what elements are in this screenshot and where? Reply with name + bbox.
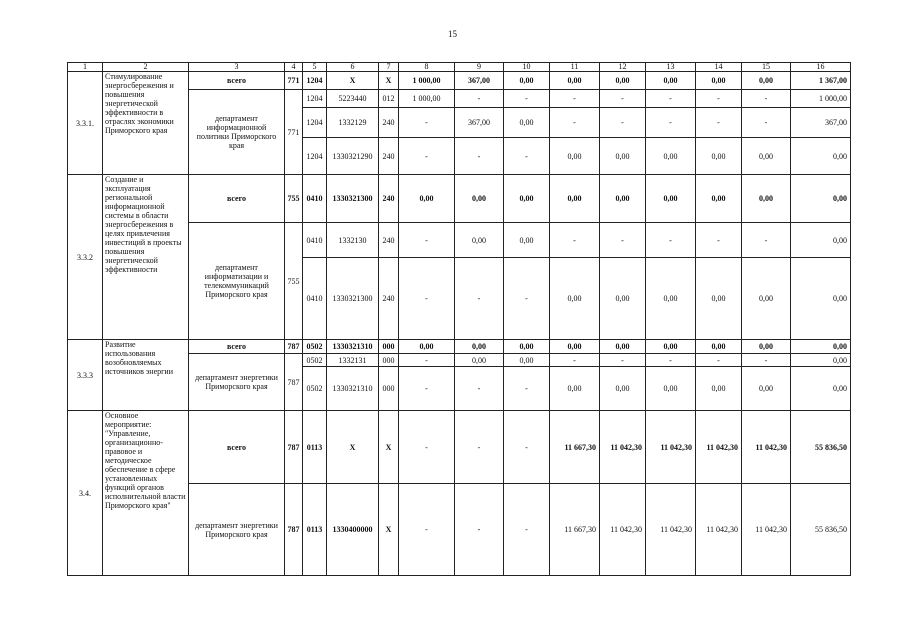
table-cell: 0410 [303, 223, 327, 258]
header-cell: 16 [791, 63, 851, 72]
table-cell: - [600, 108, 646, 138]
table-cell: - [399, 484, 455, 576]
table-cell: 367,00 [455, 108, 504, 138]
header-cell: 11 [550, 63, 600, 72]
table-cell: 1330321300 [327, 175, 379, 223]
table-cell: 0410 [303, 258, 327, 340]
total-label: всего [189, 340, 285, 354]
total-label: всего [189, 72, 285, 90]
table-cell: 0,00 [742, 340, 791, 354]
header-cell: 13 [646, 63, 696, 72]
table-cell: 0,00 [742, 258, 791, 340]
header-cell: 1 [68, 63, 103, 72]
table-cell: - [504, 411, 550, 484]
table-cell: 1 000,00 [399, 72, 455, 90]
table-cell: 0,00 [504, 108, 550, 138]
table-cell: 012 [379, 90, 399, 108]
table-cell: - [600, 223, 646, 258]
table-cell: 787 [285, 340, 303, 354]
table-cell: 0,00 [550, 175, 600, 223]
table-cell: 1204 [303, 90, 327, 108]
table-cell: 11 042,30 [646, 484, 696, 576]
table-cell: - [696, 354, 742, 367]
table-cell: - [550, 223, 600, 258]
table-cell: 1332129 [327, 108, 379, 138]
table-cell: 0,00 [600, 72, 646, 90]
table-cell: 1 367,00 [791, 72, 851, 90]
table-cell: - [399, 258, 455, 340]
header-cell: 15 [742, 63, 791, 72]
table-cell: 787 [285, 411, 303, 484]
table-cell: 755 [285, 175, 303, 223]
table-cell: 0,00 [696, 367, 742, 411]
table-row [68, 340, 851, 354]
table-cell: 000 [379, 340, 399, 354]
table-cell: - [399, 108, 455, 138]
table-cell: 11 042,30 [742, 484, 791, 576]
table-cell: 1330321300 [327, 258, 379, 340]
table-cell: 0502 [303, 367, 327, 411]
table-cell: - [550, 108, 600, 138]
table-cell: - [399, 354, 455, 367]
table-cell: 55 836,50 [791, 411, 851, 484]
measure-name: Основное мероприятие: "Управление, организационно-правовое и методическое обеспечение в сфере установленных функций органов исполнительной власти Приморского края" [103, 411, 189, 576]
table-cell: 1 000,00 [399, 90, 455, 108]
table-cell: - [399, 367, 455, 411]
table-cell: 0,00 [646, 138, 696, 175]
table-cell: - [455, 367, 504, 411]
table-cell: - [550, 90, 600, 108]
table-cell: - [696, 223, 742, 258]
table-cell: 0,00 [455, 340, 504, 354]
table-cell: 1330400000 [327, 484, 379, 576]
table-cell: Х [379, 72, 399, 90]
table-cell: 240 [379, 258, 399, 340]
table-cell: - [646, 223, 696, 258]
table-cell: 0,00 [696, 258, 742, 340]
table-cell: 240 [379, 138, 399, 175]
table-cell: 0,00 [600, 340, 646, 354]
total-label: всего [189, 411, 285, 484]
table-cell: 0,00 [550, 258, 600, 340]
measure-code: 3.4. [68, 411, 103, 576]
table-cell: 0,00 [791, 354, 851, 367]
table-cell: 0,00 [646, 258, 696, 340]
table-cell: 0113 [303, 484, 327, 576]
table-cell: 0502 [303, 354, 327, 367]
table-cell: 1330321310 [327, 340, 379, 354]
department-code: 787 [285, 354, 303, 411]
table-cell: 240 [379, 175, 399, 223]
table-cell: - [600, 354, 646, 367]
table-cell: 5223440 [327, 90, 379, 108]
table-cell: 0,00 [504, 223, 550, 258]
table-cell: 0,00 [791, 258, 851, 340]
table-cell: 771 [285, 72, 303, 90]
table-cell: 1330321290 [327, 138, 379, 175]
table-cell: 0,00 [791, 223, 851, 258]
table-cell: 1204 [303, 108, 327, 138]
table-cell: - [399, 411, 455, 484]
table-cell: 11 042,30 [696, 411, 742, 484]
department-name: департамент информатизации и телекоммуникаций Приморского края [189, 223, 285, 340]
table-cell: 1332131 [327, 354, 379, 367]
table-cell: 0,00 [455, 175, 504, 223]
table-cell: 0,00 [550, 72, 600, 90]
table-cell: 0,00 [550, 367, 600, 411]
table-cell: - [550, 354, 600, 367]
table-cell: - [742, 108, 791, 138]
table-cell: - [504, 90, 550, 108]
header-cell: 12 [600, 63, 646, 72]
table-cell: 0,00 [791, 175, 851, 223]
header-cell: 3 [189, 63, 285, 72]
department-name: департамент энергетики Приморского края [189, 354, 285, 411]
table-cell: 0,00 [791, 367, 851, 411]
table-cell: 55 836,50 [791, 484, 851, 576]
table-cell: 0,00 [600, 175, 646, 223]
table-cell: - [504, 367, 550, 411]
table-cell: 367,00 [455, 72, 504, 90]
table-cell: 000 [379, 367, 399, 411]
measure-name: Стимулирование энергосбережения и повышения энергетической эффективности в отраслях экономики Приморского края [103, 72, 189, 175]
table-cell: - [504, 258, 550, 340]
table-cell: 11 042,30 [646, 411, 696, 484]
table-cell: 0,00 [742, 138, 791, 175]
table-cell: - [455, 90, 504, 108]
table-cell: 787 [285, 484, 303, 576]
header-cell: 10 [504, 63, 550, 72]
table-cell: 0,00 [791, 138, 851, 175]
table-cell: 0,00 [600, 367, 646, 411]
measure-name: Создание и эксплуатация региональной информационной системы в области энергосбережения в целях привлечения инвестиций в проекты повышения энергетической эффективности [103, 175, 189, 340]
header-cell: 5 [303, 63, 327, 72]
table-cell: 11 667,30 [550, 484, 600, 576]
table-row [68, 411, 851, 484]
table-cell: 0502 [303, 340, 327, 354]
department-name: департамент информационной политики Приморского края [189, 90, 285, 175]
department-name: департамент энергетики Приморского края [189, 484, 285, 576]
page-number: 15 [448, 29, 457, 39]
table-cell: - [646, 354, 696, 367]
table-cell: - [455, 258, 504, 340]
table-cell: 11 042,30 [600, 484, 646, 576]
table-cell: 0,00 [504, 354, 550, 367]
table-cell: 0,00 [550, 138, 600, 175]
table-cell: - [742, 223, 791, 258]
table-cell: - [455, 484, 504, 576]
table-cell: 0113 [303, 411, 327, 484]
table-cell: 0,00 [646, 340, 696, 354]
header-cell: 7 [379, 63, 399, 72]
table-cell: 0,00 [455, 354, 504, 367]
department-code: 755 [285, 223, 303, 340]
table-cell: 240 [379, 223, 399, 258]
table-cell: 1330321310 [327, 367, 379, 411]
table-row [68, 72, 851, 90]
table-cell: 11 042,30 [600, 411, 646, 484]
budget-table [67, 62, 851, 576]
table-cell: 0,00 [646, 367, 696, 411]
table-cell: 0,00 [696, 175, 742, 223]
table-cell: 0,00 [504, 72, 550, 90]
header-cell: 6 [327, 63, 379, 72]
table-cell: 0,00 [399, 175, 455, 223]
table-cell: 0,00 [504, 340, 550, 354]
table-cell: - [504, 484, 550, 576]
table-cell: - [742, 90, 791, 108]
table-cell: 0,00 [791, 340, 851, 354]
table-cell: 0,00 [742, 175, 791, 223]
table-cell: 1 000,00 [791, 90, 851, 108]
table-cell: - [600, 90, 646, 108]
header-cell: 2 [103, 63, 189, 72]
table-cell: 0,00 [696, 72, 742, 90]
table-cell: Х [379, 411, 399, 484]
table-cell: 11 042,30 [696, 484, 742, 576]
table-cell: 367,00 [791, 108, 851, 138]
table-cell: - [455, 411, 504, 484]
table-cell: Х [327, 72, 379, 90]
table-cell: 11 667,30 [550, 411, 600, 484]
table-cell: - [696, 90, 742, 108]
header-cell: 9 [455, 63, 504, 72]
table-cell: 0,00 [696, 340, 742, 354]
header-cell: 8 [399, 63, 455, 72]
measure-code: 3.3.3 [68, 340, 103, 411]
header-cell: 4 [285, 63, 303, 72]
measure-name: Развитие использования возобновляемых источников энергии [103, 340, 189, 411]
table-cell: - [742, 354, 791, 367]
header-cell: 14 [696, 63, 742, 72]
department-code: 771 [285, 90, 303, 175]
table-cell: 0,00 [399, 340, 455, 354]
table-cell: 0,00 [696, 138, 742, 175]
table-cell: - [646, 90, 696, 108]
table-cell: 0,00 [742, 367, 791, 411]
table-row [68, 175, 851, 223]
table-cell: 0,00 [504, 175, 550, 223]
table-cell: - [455, 138, 504, 175]
table-cell: 0,00 [550, 340, 600, 354]
table-cell: 1204 [303, 138, 327, 175]
table-cell: - [399, 223, 455, 258]
total-label: всего [189, 175, 285, 223]
table-cell: 0,00 [646, 175, 696, 223]
table-cell: 0,00 [646, 72, 696, 90]
table-cell: 0,00 [455, 223, 504, 258]
table-cell: Х [327, 411, 379, 484]
table-cell: - [504, 138, 550, 175]
table-cell: 0,00 [742, 72, 791, 90]
table-cell: 000 [379, 354, 399, 367]
table-cell: - [696, 108, 742, 138]
table-cell: 1204 [303, 72, 327, 90]
table-cell: 0410 [303, 175, 327, 223]
table-cell: - [399, 138, 455, 175]
table-cell: 0,00 [600, 138, 646, 175]
table-cell: 1332130 [327, 223, 379, 258]
measure-code: 3.3.1. [68, 72, 103, 175]
measure-code: 3.3.2 [68, 175, 103, 340]
table-cell: 11 042,30 [742, 411, 791, 484]
table-cell: 0,00 [600, 258, 646, 340]
header-row [68, 63, 851, 72]
table-cell: - [646, 108, 696, 138]
table-cell: 240 [379, 108, 399, 138]
table-cell: Х [379, 484, 399, 576]
